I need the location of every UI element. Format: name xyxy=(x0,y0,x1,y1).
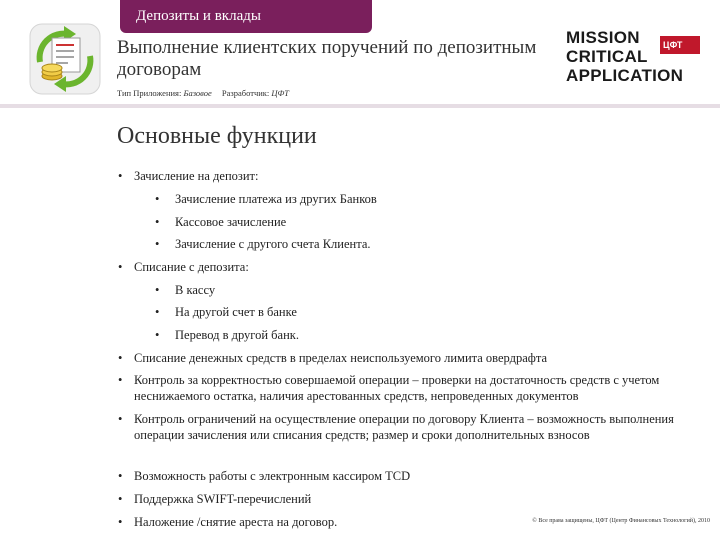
section-heading: Основные функции xyxy=(117,123,317,149)
app-type-label: Тип Приложения: xyxy=(117,88,182,98)
list-item: • Зачисление на депозит: xyxy=(118,169,259,183)
list-item: • Списание денежных средств в пределах неиспользуемого лимита овердрафта xyxy=(118,351,548,365)
list-item: • Поддержка SWIFT-перечислений xyxy=(118,492,312,506)
list-item: • В кассу xyxy=(155,283,216,297)
copyright-footer: © Все права защищены, ЦФТ (Центр Финансовых Технологий), 2010 xyxy=(532,518,710,524)
list-item: • Перевод в другой банк. xyxy=(155,328,299,342)
list-item: • На другой счет в банке xyxy=(155,305,297,319)
developer-value: ЦФТ xyxy=(271,88,289,98)
app-type-value: Базовое xyxy=(183,88,212,98)
list-item: • Наложение /снятие ареста на договор. xyxy=(118,515,338,529)
page-title: Выполнение клиентских поручений по депозитным договорам xyxy=(117,37,537,80)
list-item: • Контроль ограничений на осуществление операции по договору Клиента – возможность выполнения операции зачисления или списания средств; размер и сроки дополнительных взносов xyxy=(118,412,674,442)
list-item: • Кассовое зачисление xyxy=(155,215,287,229)
logo-line-2: CRITICAL xyxy=(566,47,648,66)
logo-line-1: MISSION xyxy=(566,28,640,47)
cft-badge: ЦФТ xyxy=(660,36,700,54)
list-item: • Возможность работы с электронным кассиром TCD xyxy=(118,469,411,483)
list-item: • Зачисление с другого счета Клиента. xyxy=(155,237,371,251)
list-item: • Зачисление платежа из других Банков xyxy=(155,192,377,206)
developer-label: Разработчик: xyxy=(221,88,270,98)
list-item: • Списание с депозита: xyxy=(118,260,249,274)
list-item: • Контроль за корректностью совершаемой операции – проверки на достаточность средств с учетом неснижаемого остатка, наличия арестованных средств, непроведенных документов xyxy=(118,373,660,403)
logo-line-3: APPLICATION xyxy=(566,66,684,85)
section-label: Депозиты и вклады xyxy=(136,8,261,24)
